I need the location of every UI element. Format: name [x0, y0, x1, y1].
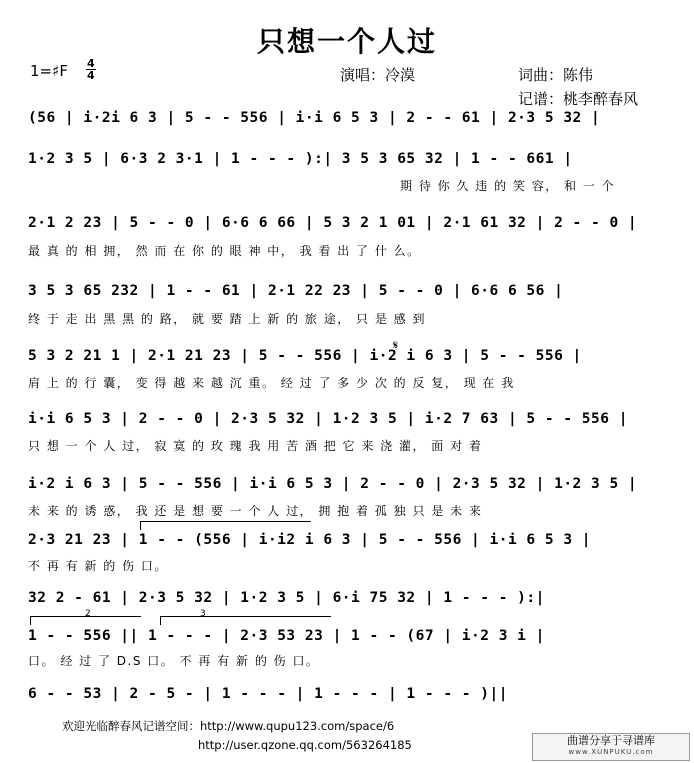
score-row-3-lyrics: 最 真 的 相 拥， 然 而 在 你 的 眼 神 中， 我 看 出 了 什 么。 [28, 244, 421, 258]
volta-bracket-1 [140, 521, 311, 530]
score-row-7-lyrics: 未 来 的 诱 惑， 我 还 是 想 要 一 个 人 过， 拥 抱 着 孤 独 只 是 未 来 [28, 504, 483, 518]
score-row-7-music: i·2 i 6 3 | 5 - - 556 | i·i 6 5 3 | 2 - - 0 | 2·3 5 32 | 1·2 3 5 | [28, 476, 638, 492]
score-row-11-music: 6 - - 53 | 2 - 5 - | 1 - - - | 1 - - - | 1 - - - )|| [28, 686, 508, 702]
time-signature-bottom: 4 [87, 69, 95, 82]
score-row-9-music: 32 2 - 61 | 2·3 5 32 | 1·2 3 5 | 6·i 75 32 | 1 - - - ):| [28, 590, 545, 606]
score-row-2-lyrics: 期 待 你 久 违 的 笑 容， 和 一 个 [400, 179, 616, 193]
score-row-6-music: i·i 6 5 3 | 2 - - 0 | 2·3 5 32 | 1·2 3 5 | i·2 7 63 | 5 - - 556 | [28, 411, 628, 427]
score-row-3-music: 2·1 2 23 | 5 - - 0 | 6·6 6 66 | 5 3 2 1 01 | 2·1 61 32 | 2 - - 0 | [28, 215, 638, 231]
footer-link-space[interactable]: 欢迎光临醉春风记谱空间：http://www.qupu123.com/space/6 [62, 719, 395, 733]
volta-label-2: 2 [85, 609, 91, 619]
xunpuku-badge-url: www.XUNPUKU.com [568, 748, 654, 756]
score-row-2-music: 1·2 3 5 | 6·3 2 3·1 | 1 - - - ):| 3 5 3 65 32 | 1 - - 661 | [28, 151, 573, 167]
score-row-4-music: 3 5 3 65 232 | 1 - - 61 | 2·1 22 23 | 5 - - 0 | 6·6 6 56 | [28, 283, 564, 299]
volta-label-3: 3 [200, 609, 206, 619]
score-row-5-music: 5 3 2 21 1 | 2·1 21 23 | 5 - - 556 | i·2 i 6 3 | 5 - - 556 | [28, 348, 582, 364]
score-row-5-lyrics: 肩 上 的 行 囊， 变 得 越 来 越 沉 重。 经 过 了 多 少 次 的 反 复， 现 在 我 [28, 376, 515, 390]
score-row-10-music: 1 - - 556 || 1 - - - | 2·3 53 23 | 1 - - (67 | i·2 3 i | [28, 628, 545, 644]
xunpuku-badge-text: 曲谱分享于寻谱库 [567, 734, 655, 747]
score-row-4-lyrics: 终 于 走 出 黑 黑 的 路， 就 要 踏 上 新 的 旅 途， 只 是 感 到 [28, 312, 426, 326]
score-row-8-music: 2·3 21 23 | 1 - - (556 | i·i2 i 6 3 | 5 - - 556 | i·i 6 5 3 | [28, 532, 592, 548]
time-signature [86, 58, 96, 81]
score-row-8-lyrics: 不 再 有 新 的 伤 口。 [28, 559, 168, 573]
footer-link-qzone[interactable]: http://user.qzone.qq.com/563264185 [198, 738, 412, 752]
song-title: 只想一个人过 [256, 25, 437, 58]
segno-sign: 𝄋 [393, 338, 399, 352]
score-row-10-lyrics: 口。 经 过 了 D.S 口。 不 再 有 新 的 伤 口。 [28, 654, 320, 668]
volta-bracket-3 [160, 616, 331, 625]
scribe-credit: 记谱：桃李醉春风 [518, 90, 639, 108]
singer-credit: 演唱：冷漠 [340, 66, 416, 84]
score-row-6-lyrics: 只 想 一 个 人 过， 寂 寞 的 玫 瑰 我 用 苦 酒 把 它 来 浇 灌， 面 对 着 [28, 439, 483, 453]
time-signature-top: 4 [87, 57, 95, 70]
score-row-1-music: (56 | i·2i 6 3 | 5 - - 556 | i·i 6 5 3 | 2 - - 61 | 2·3 5 32 | [28, 110, 601, 126]
composer-credit: 词曲：陈伟 [518, 66, 594, 84]
key-signature: 1=♯F [30, 62, 68, 80]
xunpuku-badge[interactable] [532, 733, 690, 761]
